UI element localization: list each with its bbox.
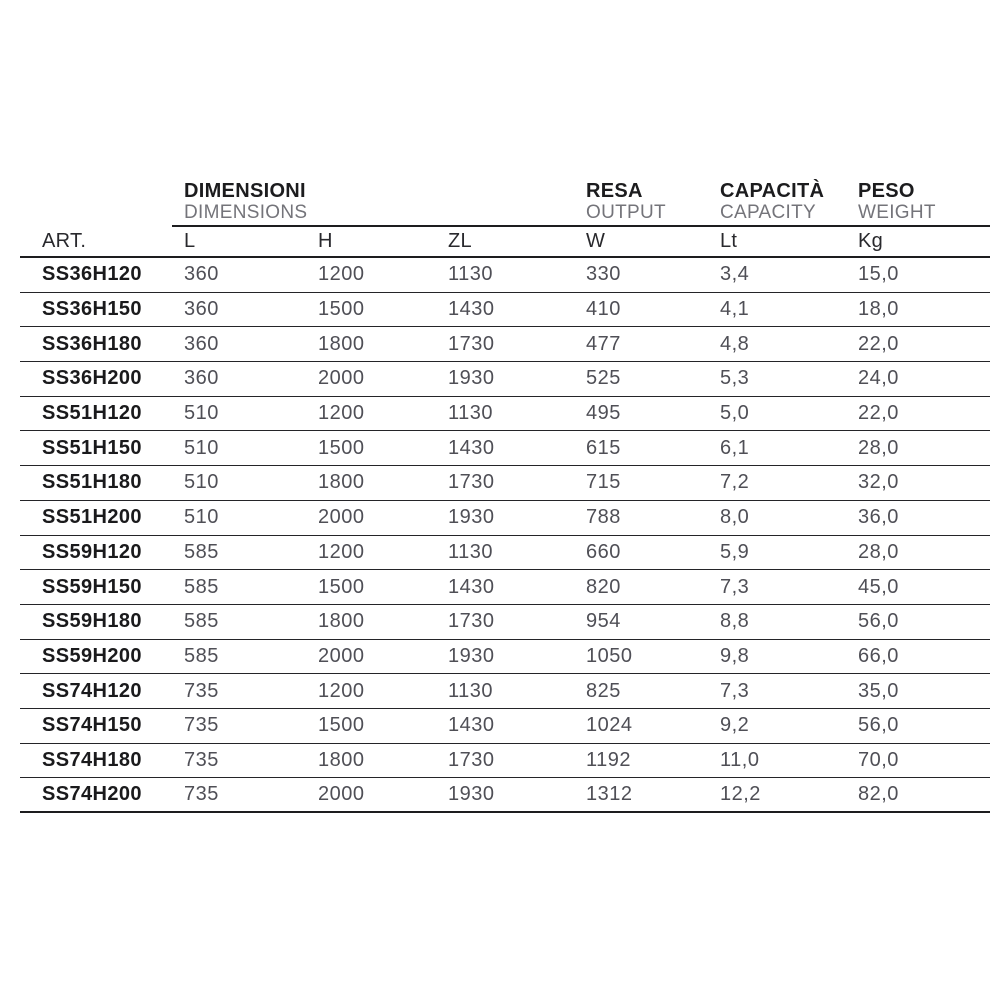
cell-zl: 1130 (448, 402, 494, 425)
cell-h: 2000 (318, 783, 365, 806)
cell-w: 330 (586, 263, 621, 286)
cell-kg: 70,0 (858, 748, 899, 771)
cell-zl: 1730 (448, 610, 495, 633)
column-group-capacity (720, 180, 858, 223)
column-group-dimensions (184, 180, 586, 223)
cell-h: 1200 (318, 540, 365, 563)
table-row (20, 466, 990, 501)
cell-w: 715 (586, 471, 621, 494)
cell-art: SS51H150 (42, 436, 142, 459)
cell-lt: 4,8 (720, 332, 750, 355)
cell-zl: 1930 (448, 783, 495, 806)
cell-lt: 5,3 (720, 367, 750, 390)
table-row (20, 640, 990, 675)
cell-h: 1200 (318, 402, 365, 425)
cell-l: 735 (184, 748, 219, 771)
cell-l: 585 (184, 575, 219, 598)
cell-w: 1192 (586, 748, 632, 771)
cell-lt: 12,2 (720, 783, 761, 806)
cell-kg: 35,0 (858, 679, 899, 702)
column-header-kg: Kg (858, 230, 884, 252)
column-header-l: L (184, 230, 196, 252)
cell-l: 735 (184, 783, 219, 806)
group-label-capacita: CAPACITÀ (720, 180, 825, 202)
column-header-lt: Lt (720, 230, 738, 252)
column-header-h: H (318, 230, 333, 252)
cell-zl: 1930 (448, 506, 495, 529)
cell-lt: 11,0 (720, 748, 760, 771)
group-label-capacity: CAPACITY (720, 202, 817, 223)
table-row (20, 709, 990, 744)
column-header-art: ART. (42, 230, 87, 252)
table-row (20, 501, 990, 536)
cell-art: SS36H200 (42, 367, 142, 390)
table-row (20, 570, 990, 605)
table-row (20, 293, 990, 328)
cell-art: SS36H150 (42, 298, 142, 321)
table-row (20, 362, 990, 397)
cell-kg: 56,0 (858, 714, 899, 737)
cell-kg: 15,0 (858, 263, 899, 286)
cell-art: SS74H180 (42, 748, 142, 771)
table-row (20, 431, 990, 466)
table-row (20, 258, 990, 293)
cell-lt: 3,4 (720, 263, 750, 286)
cell-lt: 7,2 (720, 471, 750, 494)
cell-l: 585 (184, 610, 219, 633)
cell-art: SS36H180 (42, 332, 142, 355)
cell-art: SS74H150 (42, 714, 142, 737)
cell-zl: 1130 (448, 263, 494, 286)
column-group-output (586, 180, 720, 223)
cell-kg: 22,0 (858, 402, 899, 425)
cell-lt: 7,3 (720, 575, 750, 598)
cell-w: 1312 (586, 783, 633, 806)
cell-l: 735 (184, 714, 219, 737)
cell-h: 1200 (318, 679, 365, 702)
table-row (20, 674, 990, 709)
column-group-weight (858, 180, 990, 223)
cell-lt: 9,2 (720, 714, 750, 737)
cell-art: SS51H120 (42, 402, 142, 425)
cell-w: 1024 (586, 714, 633, 737)
cell-lt: 7,3 (720, 679, 750, 702)
cell-l: 360 (184, 367, 219, 390)
cell-h: 1800 (318, 748, 365, 771)
group-label-resa: RESA (586, 180, 643, 202)
table-row (20, 397, 990, 432)
cell-w: 954 (586, 610, 621, 633)
cell-h: 1500 (318, 575, 365, 598)
cell-zl: 1430 (448, 575, 495, 598)
cell-zl: 1930 (448, 644, 495, 667)
cell-l: 585 (184, 644, 219, 667)
cell-l: 735 (184, 679, 219, 702)
cell-zl: 1130 (448, 679, 494, 702)
cell-h: 2000 (318, 644, 365, 667)
cell-zl: 1730 (448, 748, 495, 771)
cell-w: 495 (586, 402, 621, 425)
cell-art: SS59H200 (42, 644, 142, 667)
cell-w: 660 (586, 540, 621, 563)
cell-kg: 28,0 (858, 436, 899, 459)
cell-zl: 1730 (448, 471, 495, 494)
cell-lt: 8,0 (720, 506, 750, 529)
cell-l: 360 (184, 263, 219, 286)
cell-art: SS59H150 (42, 575, 142, 598)
cell-lt: 4,1 (720, 298, 750, 321)
group-label-dimensioni: DIMENSIONI (184, 180, 306, 202)
cell-kg: 32,0 (858, 471, 899, 494)
cell-w: 1050 (586, 644, 633, 667)
cell-zl: 1930 (448, 367, 495, 390)
cell-zl: 1730 (448, 332, 495, 355)
group-label-dimensions: DIMENSIONS (184, 202, 308, 223)
cell-kg: 36,0 (858, 506, 899, 529)
cell-w: 825 (586, 679, 621, 702)
cell-h: 2000 (318, 506, 365, 529)
cell-l: 585 (184, 540, 219, 563)
cell-h: 2000 (318, 367, 365, 390)
cell-h: 1500 (318, 298, 365, 321)
cell-art: SS74H120 (42, 679, 142, 702)
cell-w: 525 (586, 367, 621, 390)
table-body (20, 258, 990, 813)
table-group-header-row (20, 180, 990, 225)
cell-w: 615 (586, 436, 621, 459)
table-row (20, 327, 990, 362)
cell-zl: 1430 (448, 714, 495, 737)
cell-kg: 24,0 (858, 367, 899, 390)
cell-lt: 5,0 (720, 402, 750, 425)
table-row (20, 778, 990, 813)
cell-l: 360 (184, 298, 219, 321)
cell-kg: 18,0 (858, 298, 899, 321)
cell-kg: 82,0 (858, 783, 899, 806)
cell-kg: 45,0 (858, 575, 899, 598)
cell-w: 820 (586, 575, 621, 598)
cell-zl: 1430 (448, 298, 495, 321)
cell-kg: 66,0 (858, 644, 899, 667)
cell-h: 1500 (318, 436, 365, 459)
cell-h: 1800 (318, 332, 365, 355)
cell-l: 510 (184, 506, 219, 529)
cell-h: 1800 (318, 610, 365, 633)
cell-art: SS74H200 (42, 783, 142, 806)
cell-h: 1800 (318, 471, 365, 494)
cell-lt: 8,8 (720, 610, 750, 633)
column-header-w: W (586, 230, 606, 252)
table-row (20, 744, 990, 779)
cell-art: SS59H120 (42, 540, 142, 563)
cell-lt: 9,8 (720, 644, 750, 667)
cell-kg: 56,0 (858, 610, 899, 633)
table-column-header-row (20, 227, 990, 258)
cell-w: 788 (586, 506, 621, 529)
product-spec-table (20, 180, 990, 813)
group-label-peso: PESO (858, 180, 915, 202)
cell-l: 360 (184, 332, 219, 355)
cell-art: SS36H120 (42, 263, 142, 286)
cell-w: 477 (586, 332, 621, 355)
column-header-zl: ZL (448, 230, 472, 252)
cell-art: SS51H180 (42, 471, 142, 494)
cell-lt: 5,9 (720, 540, 750, 563)
cell-art: SS59H180 (42, 610, 142, 633)
cell-l: 510 (184, 471, 219, 494)
cell-h: 1500 (318, 714, 365, 737)
table-row (20, 605, 990, 640)
cell-zl: 1130 (448, 540, 494, 563)
group-label-output: OUTPUT (586, 202, 666, 223)
cell-l: 510 (184, 436, 219, 459)
table-row (20, 536, 990, 571)
cell-art: SS51H200 (42, 506, 142, 529)
cell-w: 410 (586, 298, 621, 321)
cell-kg: 28,0 (858, 540, 899, 563)
cell-lt: 6,1 (720, 436, 750, 459)
group-label-weight: WEIGHT (858, 202, 936, 223)
cell-zl: 1430 (448, 436, 495, 459)
cell-h: 1200 (318, 263, 365, 286)
cell-kg: 22,0 (858, 332, 899, 355)
cell-l: 510 (184, 402, 219, 425)
